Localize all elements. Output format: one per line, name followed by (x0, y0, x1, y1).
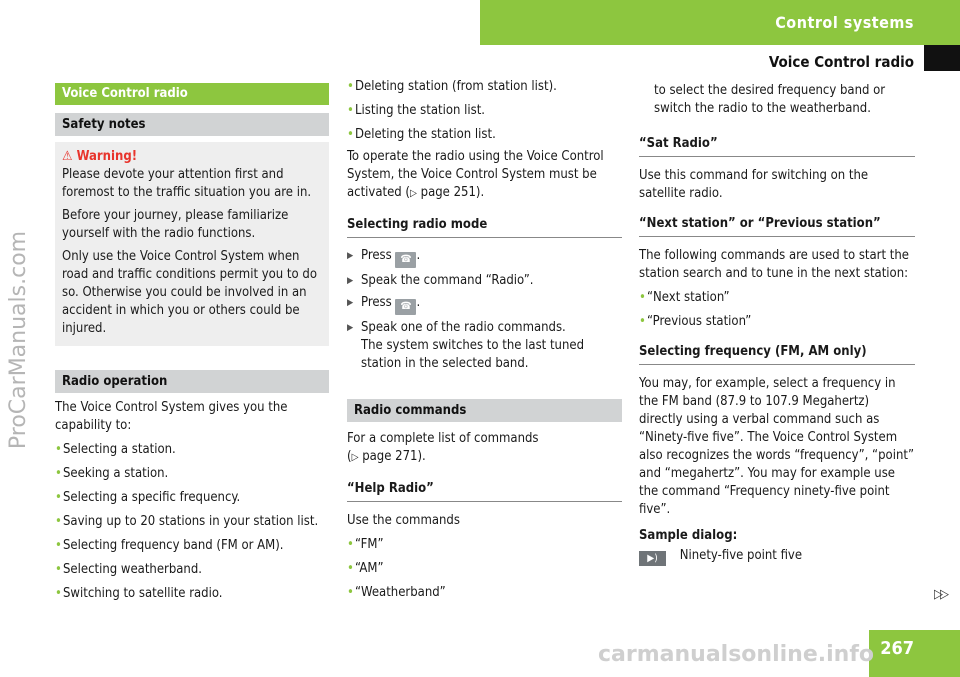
next-station-desc: The following commands are used to start the station search and to tune in the next station: (639, 248, 909, 281)
list-item: • Selecting a station. (55, 441, 329, 459)
column-3 (639, 82, 915, 566)
column-1 (55, 83, 329, 603)
complete-list-ref: (▷ page 271). (347, 449, 426, 464)
list-item: • Selecting a specific frequency. (55, 489, 329, 507)
list-item: • Deleting the station list. (347, 126, 622, 144)
complete-list-text: For a complete list of commands (347, 431, 539, 446)
page-reference-arrow-icon: ▷ (410, 188, 417, 199)
warning-title-text: Warning! (76, 149, 138, 164)
header-tab (480, 0, 960, 45)
list-item: • “FM” (347, 536, 622, 554)
list-item: • Selecting frequency band (FM or AM). (55, 537, 329, 555)
page-number-tab (869, 630, 960, 677)
warning-paragraph-1: Please devote your attention first and foremost to the traffic situation you are in. (62, 167, 312, 200)
list-item: • Saving up to 20 stations in your station list. (55, 513, 329, 531)
step-speak-radio: ▶ Speak the command “Radio”. (347, 272, 622, 290)
column-2 (347, 78, 622, 602)
warning-title (62, 148, 322, 166)
list-item: • Listing the station list. (347, 102, 622, 120)
step-result: The system switches to the last tuned station in the selected band. (361, 338, 585, 371)
page-reference[interactable]: page 271 (362, 449, 418, 464)
section-marker (924, 45, 960, 71)
list-item: • Deleting station (from station list). (347, 78, 622, 96)
operate-paragraph: To operate the radio using the Voice Control System, the Voice Control System must be activated (▷ page 251). (347, 149, 604, 200)
step-speak-command: ▶ Speak one of the radio commands. The system switches to the last tuned station in the selected band. (347, 319, 622, 373)
radio-commands-heading: Radio commands (347, 399, 622, 422)
list-item: • Selecting weatherband. (55, 561, 329, 579)
list-item: • “AM” (347, 560, 622, 578)
selecting-radio-mode-heading: Selecting radio mode (347, 216, 622, 238)
page-reference-arrow-icon: ▷ (351, 452, 359, 463)
frequency-desc: You may, for example, select a frequency in the FM band (87.9 to 107.9 Megahertz) directly using a verbal command such as “Ninety-five five”. The Voice Control System also recognizes the words “frequency”, “point” and “megahertz”. You may for example use the command “Frequency ninety-five point five”. (639, 376, 914, 517)
safety-notes-heading: Safety notes (55, 113, 329, 136)
list-item: • Switching to satellite radio. (55, 585, 329, 603)
step-press-2: ▶ Press ☎ . (347, 294, 622, 315)
sat-radio-heading: “Sat Radio” (639, 135, 915, 157)
warning-triangle-icon: ⚠ (62, 149, 73, 164)
help-radio-heading: “Help Radio” (347, 480, 622, 502)
bottom-watermark: carmanualsonline.info (598, 642, 874, 667)
selecting-frequency-heading: Selecting frequency (FM, AM only) (639, 343, 915, 365)
sat-radio-desc: Use this command for switching on the satellite radio. (639, 168, 869, 201)
list-item: • “Weatherband” (347, 584, 622, 602)
warning-paragraph-3: Only use the Voice Control System when road and traffic conditions permit you to do so. Otherwise you could be involved in an accident in which you or others could be injured. (62, 249, 317, 336)
list-item: • Seeking a station. (55, 465, 329, 483)
warning-box (55, 142, 329, 346)
next-previous-heading: “Next station” or “Previous station” (639, 215, 915, 237)
list-item: • “Next station” (639, 289, 915, 307)
voice-control-button-icon: ☎ (395, 252, 416, 268)
capability-intro: The Voice Control System gives you the capability to: (55, 400, 288, 433)
continue-double-arrow-icon: ▷▷ (934, 587, 946, 602)
use-commands-text: Use the commands (347, 513, 460, 528)
page-number: 267 (880, 638, 914, 659)
step-press-1: ▶ Press ☎ . (347, 247, 622, 268)
voice-control-radio-heading: Voice Control radio (55, 83, 329, 105)
page-reference[interactable]: page 251 (420, 185, 476, 200)
sample-dialog-label: Sample dialog: (639, 528, 738, 543)
dialog-text: Ninety-five point five (679, 548, 803, 563)
user-speaking-icon: ▶) (639, 551, 666, 566)
radio-operation-heading: Radio operation (55, 370, 329, 393)
warning-paragraph-2: Before your journey, please familiarize yourself with the radio functions. (62, 208, 289, 241)
weatherband-desc: to select the desired frequency band or switch the radio to the weatherband. (654, 83, 886, 116)
chapter-title: Control systems (775, 13, 914, 32)
section-title: Voice Control radio (768, 53, 914, 71)
voice-control-button-icon: ☎ (395, 299, 416, 315)
list-item: • “Previous station” (639, 313, 915, 331)
side-watermark: ProCarManuals.com (6, 230, 31, 450)
dialog-line (639, 547, 915, 566)
